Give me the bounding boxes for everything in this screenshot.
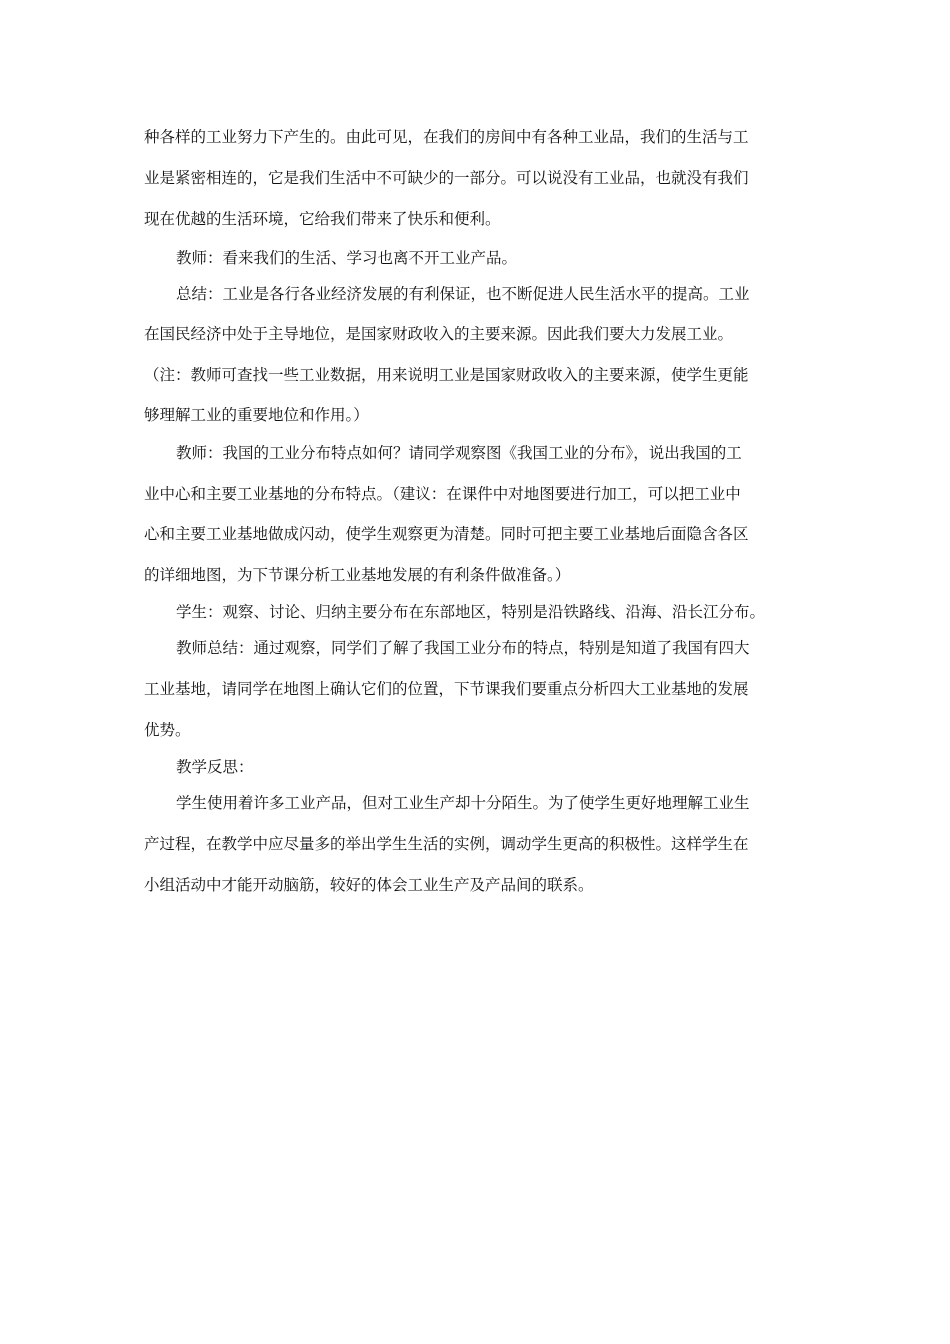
paragraph-line: 教师：我国的工业分布特点如何？请同学观察图《我国工业的分布》，说出我国的工 bbox=[176, 444, 742, 462]
paragraph-line: 学生：观察、讨论、归纳主要分布在东部地区，特别是沿铁路线、沿海、沿长江分布。 bbox=[176, 603, 766, 621]
paragraph-line: 心和主要工业基地做成闪动，使学生观察更为清楚。同时可把主要工业基地后面隐含各区 bbox=[144, 525, 749, 543]
paragraph-line: 小组活动中才能开动脑筋，较好的体会工业生产及产品间的联系。 bbox=[144, 876, 594, 894]
paragraph-line: 产过程，在教学中应尽量多的举出学生生活的实例，调动学生更高的积极性。这样学生在 bbox=[144, 835, 749, 853]
paragraph-line: 学生使用着许多工业产品，但对工业生产却十分陌生。为了使学生更好地理解工业生 bbox=[176, 794, 750, 812]
paragraph-line: 在国民经济中处于主导地位，是国家财政收入的主要来源。因此我们要大力发展工业。 bbox=[144, 325, 734, 343]
paragraph-line: 总结：工业是各行各业经济发展的有利保证，也不断促进人民生活水平的提高。工业 bbox=[176, 285, 750, 303]
paragraph-line: 教师总结：通过观察，同学们了解了我国工业分布的特点，特别是知道了我国有四大 bbox=[176, 639, 750, 657]
paragraph-line: 现在优越的生活环境，它给我们带来了快乐和便利。 bbox=[144, 210, 501, 228]
paragraph-line: 业中心和主要工业基地的分布特点。（建议：在课件中对地图要进行加工，可以把工业中 bbox=[144, 485, 741, 503]
paragraph-line: 的详细地图，为下节课分析工业基地发展的有利条件做准备。） bbox=[144, 566, 571, 584]
paragraph-line: 够理解工业的重要地位和作用。） bbox=[144, 406, 369, 424]
paragraph-line: 种各样的工业努力下产生的。由此可见，在我们的房间中有各种工业品，我们的生活与工 bbox=[144, 128, 749, 146]
paragraph-line: 教师：看来我们的生活、学习也离不开工业产品。 bbox=[176, 249, 518, 267]
paragraph-line: 优势。 bbox=[144, 721, 191, 739]
paragraph-line: （注：教师可查找一些工业数据，用来说明工业是国家财政收入的主要来源，使学生更能 bbox=[144, 366, 749, 384]
paragraph-line: 工业基地，请同学在地图上确认它们的位置，下节课我们要重点分析四大工业基地的发展 bbox=[144, 680, 749, 698]
paragraph-line: 业是紧密相连的，它是我们生活中不可缺少的一部分。可以说没有工业品，也就没有我们 bbox=[144, 169, 749, 187]
section-heading: 教学反思： bbox=[176, 758, 254, 776]
